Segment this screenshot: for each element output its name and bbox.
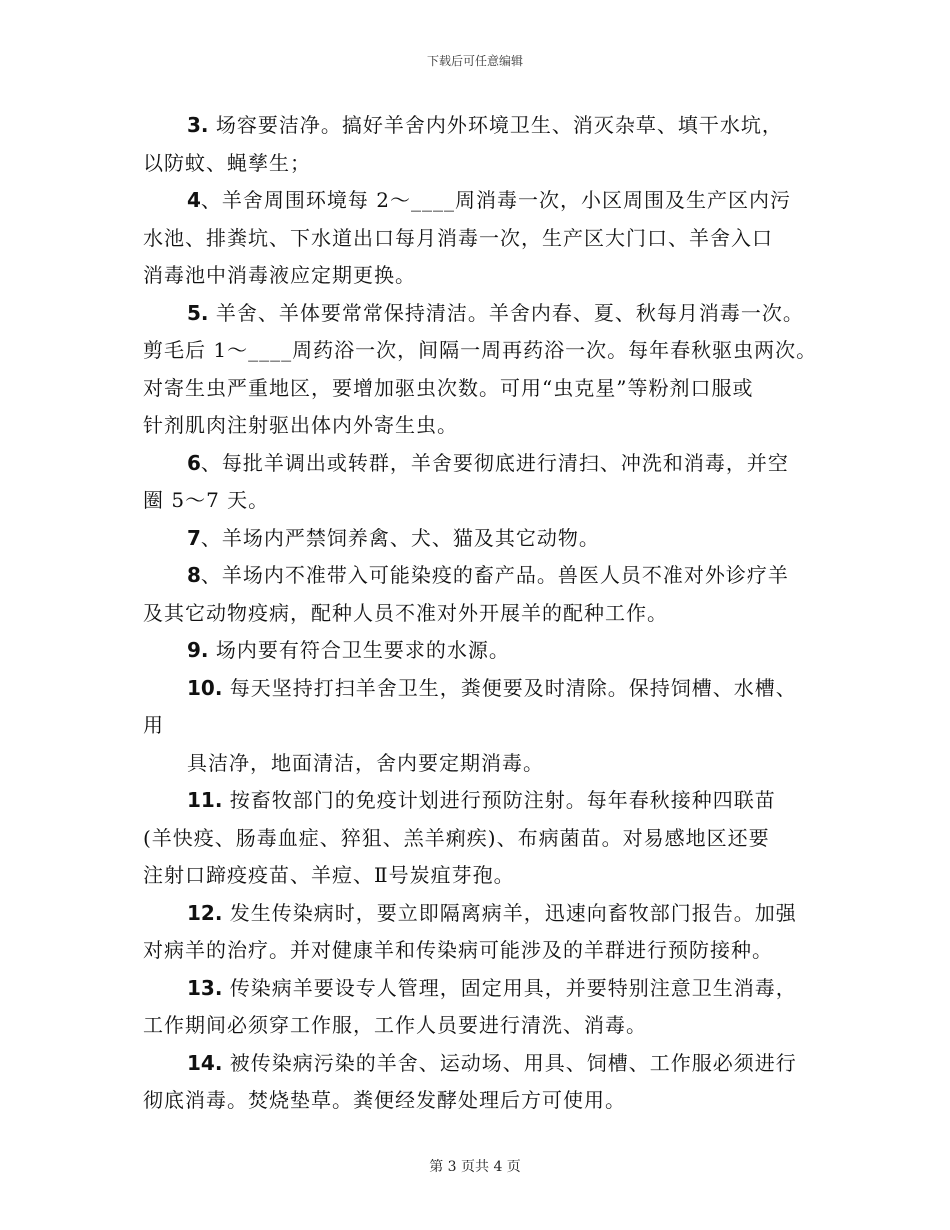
paragraph-line: 工作期间必须穿工作服，工作人员要进行清洗、消毒。 [143,1013,647,1037]
paragraph-5 [143,295,823,445]
paragraph-line: 消毒池中消毒液应定期更换。 [143,263,416,287]
line-text: 按畜牧部门的免疫计划进行预防注射。每年春秋接种四联苗 [222,788,776,812]
paragraph-line [143,670,823,708]
line-text: 发生传染病时，要立即隔离病羊，迅速向畜牧部门报告。加强 [222,900,797,925]
paragraph-line [143,445,823,483]
paragraph-line: 注射口蹄疫疫苗、羊痘、Ⅱ号炭疽芽孢。 [143,863,515,887]
line-text: 场内要有符合卫生要求的水源。 [208,638,510,662]
paragraph-line [143,182,823,220]
paragraph-12 [143,895,823,970]
paragraph-14 [143,1045,823,1120]
paragraph-7 [143,520,823,558]
line-text: 、羊场内不准带入可能染疫的畜产品。兽医人员不准对外诊疗羊 [200,563,789,587]
paragraph-10 [143,670,823,783]
line-text: 、每批羊调出或转群，羊舍要彻底进行清扫、冲洗和消毒，并空 [200,450,789,475]
paragraph-line: 具洁净，地面清洁，舍内要定期消毒。 [187,750,544,775]
paragraph-line [143,107,823,145]
item-number: 4 [187,188,201,212]
item-number: 13. [187,975,223,1000]
line-text: 传染病羊要设专人管理，固定用具，并要特别注意卫生消毒， [222,975,797,1000]
paragraph-line: 水池、排粪坑、下水道出口每月消毒一次，生产区大门口、羊舍入口 [143,225,773,250]
paragraph-line: 及其它动物疫病，配种人员不准对外开展羊的配种工作。 [143,600,668,625]
paragraph-line: 针剂肌肉注射驱出体内外寄生虫。 [143,413,458,437]
line-text: 场容要洁净。搞好羊舍内外环境卫生、消灭杂草、填干水坑， [208,113,783,137]
item-number: 12. [187,900,223,925]
paragraph-line: 对病羊的治疗。并对健康羊和传染病可能涉及的羊群进行预防接种。 [143,938,773,962]
line-text: 每天坚持打扫羊舍卫生，粪便要及时清除。保持饲槽、水槽、 [222,675,797,700]
header-note: 下载后可任意编辑 [426,54,523,68]
item-number: 6 [187,450,201,475]
paragraph-line [143,520,823,558]
document-body [143,107,823,1120]
paragraph-4 [143,182,823,295]
item-number: 8 [187,563,201,587]
item-number: 3. [187,113,209,137]
item-number: 9. [187,638,209,662]
paragraph-line: 彻底消毒。焚烧垫草。粪便经发酵处理后方可使用。 [143,1088,626,1112]
paragraph-line: 剪毛后 1～____周药浴一次，间隔一周再药浴一次。每年春秋驱虫两次。 [143,338,818,362]
paragraph-line: 圈 5～7 天。 [143,488,270,512]
paragraph-6 [143,445,823,520]
paragraph-line [143,557,823,595]
paragraph-3 [143,107,823,182]
paragraph-line [143,632,823,670]
item-number: 14. [187,1050,223,1075]
paragraph-line: 以防蚊、蝇孳生； [143,150,311,175]
line-text: 被传染病污染的羊舍、运动场、用具、饲槽、工作服必须进行 [222,1050,797,1075]
paragraph-line: (羊快疫、肠毒血症、猝狙、羔羊痢疾)、布病菌苗。对易感地区还要 [143,825,770,850]
line-text: 、羊舍周围环境每 2～____周消毒一次，小区周围及生产区内污 [200,188,792,212]
page-number-footer: 第 3 页共 4 页 [429,1159,521,1175]
item-number: 11. [187,788,223,812]
item-number: 7 [187,525,201,550]
item-number: 5. [187,300,209,325]
line-text: 羊舍、羊体要常常保持清洁。羊舍内春、夏、秋每月消毒一次。 [208,300,804,325]
paragraph-line [143,970,823,1008]
paragraph-line [143,1045,823,1083]
paragraph-13 [143,970,823,1045]
paragraph-line: 用 [143,713,164,737]
paragraph-line [143,782,823,820]
paragraph-11 [143,782,823,895]
line-text: 、羊场内严禁饲养禽、犬、猫及其它动物。 [200,525,600,550]
paragraph-line [143,295,823,333]
item-number: 10. [187,675,223,700]
paragraph-9 [143,632,823,670]
paragraph-line [143,895,823,933]
paragraph-line: 对寄生虫严重地区，要增加驱虫次数。可用“虫克星”等粉剂口服或 [143,375,754,400]
paragraph-8 [143,557,823,632]
